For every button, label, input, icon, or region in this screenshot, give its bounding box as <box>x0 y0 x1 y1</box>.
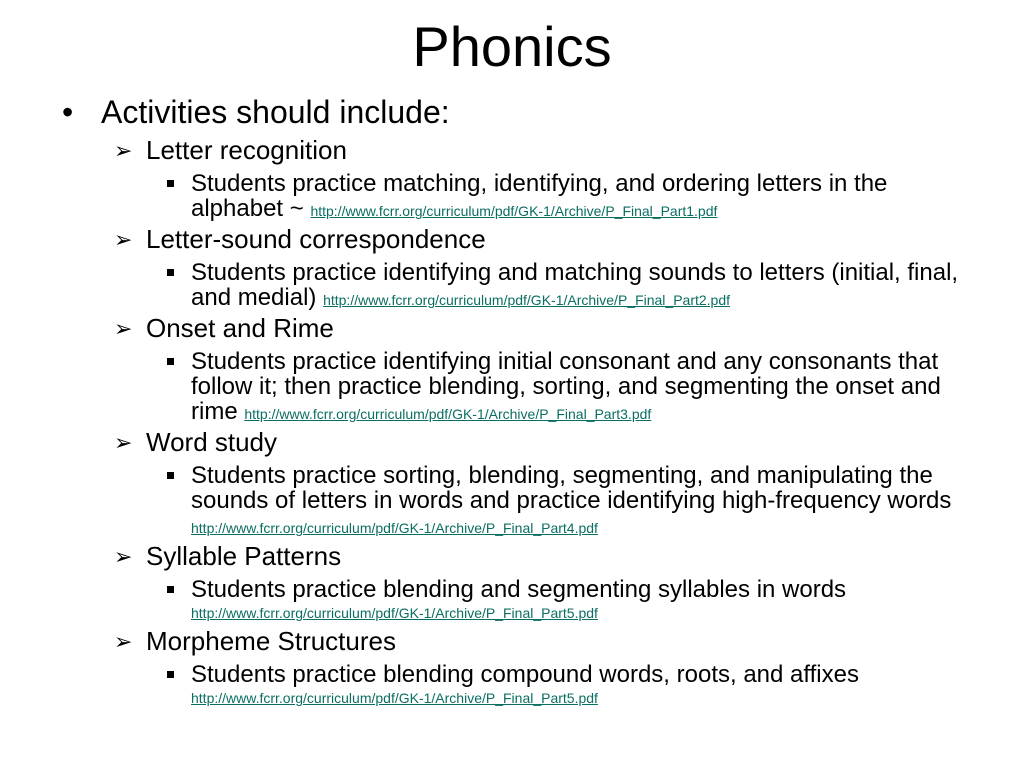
section-description: Students practice identifying initial consonant and any consonants that follow it; then practice blending, sorting, and segmenting the onset and rime <box>191 348 941 425</box>
square-bullet-icon <box>167 180 174 187</box>
section-description: Students practice sorting, blending, segmenting, and manipulating the sounds of letters in words and practice identifying high-frequency words <box>191 462 952 514</box>
section-link[interactable]: http://www.fcrr.org/curriculum/pdf/GK-1/Archive/P_Final_Part3.pdf <box>244 406 652 422</box>
bullet-dot-icon: • <box>62 94 74 130</box>
arrow-bullet-icon: ➢ <box>114 316 133 341</box>
section-link[interactable]: http://www.fcrr.org/curriculum/pdf/GK-1/Archive/P_Final_Part2.pdf <box>323 292 731 308</box>
square-bullet-icon <box>167 472 174 479</box>
section-description: Students practice blending compound words, roots, and affixes <box>191 661 859 688</box>
arrow-bullet-icon: ➢ <box>114 544 133 569</box>
arrow-bullet-icon: ➢ <box>114 227 133 252</box>
section-link[interactable]: http://www.fcrr.org/curriculum/pdf/GK-1/Archive/P_Final_Part1.pdf <box>310 203 718 219</box>
section-link[interactable]: http://www.fcrr.org/curriculum/pdf/GK-1/Archive/P_Final_Part5.pdf <box>191 605 598 621</box>
arrow-bullet-icon: ➢ <box>114 138 133 163</box>
square-bullet-icon <box>167 269 174 276</box>
section-link[interactable]: http://www.fcrr.org/curriculum/pdf/GK-1/Archive/P_Final_Part4.pdf <box>191 520 598 536</box>
square-bullet-icon <box>167 671 174 678</box>
main-bullet-text: Activities should include: <box>101 94 450 130</box>
section-description: Students practice blending and segmenting syllables in words <box>191 576 847 603</box>
section-description: Students practice identifying and matching sounds to letters (initial, final, and medial) <box>191 259 959 311</box>
slide-title: Phonics <box>412 15 612 78</box>
section-description: Students practice matching, identifying, and ordering letters in the alphabet ~ <box>191 170 888 222</box>
square-bullet-icon <box>167 586 174 593</box>
square-bullet-icon <box>167 358 174 365</box>
arrow-bullet-icon: ➢ <box>114 430 133 455</box>
section-link[interactable]: http://www.fcrr.org/curriculum/pdf/GK-1/Archive/P_Final_Part5.pdf <box>191 690 598 706</box>
arrow-bullet-icon: ➢ <box>114 629 133 654</box>
